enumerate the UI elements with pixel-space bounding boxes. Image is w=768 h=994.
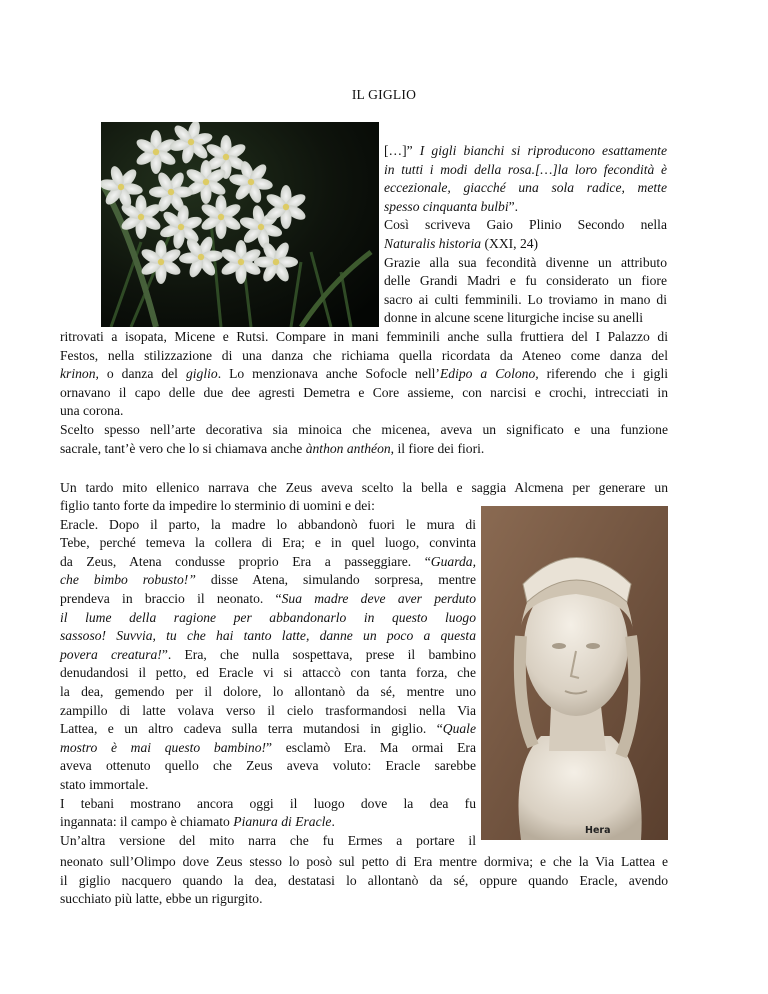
text-line: donne in alcune scene liturgiche incise su anelli xyxy=(384,310,644,326)
text-line: povera creatura!”. Era, che nulla sospettava, prese il bambino xyxy=(60,646,477,662)
text-line: Un tardo mito ellenico narrava che Zeus aveva scelto la bella e saggia Alcmena per generare un xyxy=(60,480,668,495)
paragraph-plinio-quote xyxy=(384,142,667,328)
text-line: Eracle. Dopo il parto, la madre lo abbandonò fuori le mura di xyxy=(60,516,476,532)
text-line: da Zeus, Atena condusse proprio Era a passeggiare. “Guarda, xyxy=(60,553,476,569)
text-line: figlio tanto forte da impedire lo sterminio di uomini e dei: xyxy=(60,498,375,513)
text-line: in tutti i modi della rosa.[…]la loro fecondità è xyxy=(384,161,667,177)
text-line: il lume della ragione per abbandonarlo in questo luogo xyxy=(60,609,476,625)
text-line: I tebani mostrano ancora oggi il luogo dove la dea fu xyxy=(60,795,476,811)
text-line: Tebe, perché temeva la collera di Era; e in quel luogo, convinta xyxy=(60,535,476,551)
text-line: la dea, gemendo per il dolore, lo allontanò da sé, mentre uno xyxy=(60,683,476,699)
text-line: Un’altra versione del mito narra che fu Ermes a portare il xyxy=(60,832,476,848)
text-line: Scelto spesso nell’arte decorativa sia minoica che micenea, aveva un significato e una funzione xyxy=(60,421,668,437)
text-line: ingannata: il campo è chiamato Pianura di Eracle. xyxy=(60,814,335,830)
hera-statue-image xyxy=(481,506,668,840)
text-line: neonato sull’Olimpo dove Zeus stesso lo posò sul petto di Era mentre dormiva; e che la Via Lattea e xyxy=(60,854,668,869)
white-lilies-image xyxy=(101,122,379,327)
text-line: […]” I gigli bianchi si riproducono esattamente xyxy=(384,143,667,158)
hera-bust-photo xyxy=(481,506,668,840)
paragraph-lily-history xyxy=(60,328,668,458)
text-line: eccezionale, giacché una sola radice, mette xyxy=(384,180,667,196)
text-line: sacrale, tant’è vero che lo si chiamava anche ànthon anthéon, il fiore dei fiori. xyxy=(60,440,485,456)
text-line: sassoso! Suvvia, tu che hai tanto latte, danne un poco a questa xyxy=(60,628,476,644)
text-line: Così scriveva Gaio Plinio Secondo nella xyxy=(384,217,667,233)
text-line: ornavano il capo delle due dee agresti Demetra e Core assieme, con narcisi e crochi, intrecciati in xyxy=(60,384,668,400)
text-line: Festos, nella stilizzazione di una danza che richiama quella ricordata da Ateneo come danza del xyxy=(60,347,668,363)
text-line: succhiato più latte, ebbe un rigurgito. xyxy=(60,891,263,907)
text-line: delle Grandi Madri e fu considerato un fiore xyxy=(384,273,667,289)
text-line: ritrovati a isopata, Micene e Rutsi. Compare in mani femminili anche sulla fruttiera del I Palazzo di xyxy=(60,329,668,344)
text-line: che bimbo robusto!” disse Atena, simulando sorpresa, mentre xyxy=(60,572,476,588)
text-line: Lattea, e un altro cadeva sulla terra mutandosi in giglio. “Quale xyxy=(60,721,476,737)
text-line: zampillo di latte volava verso il cielo trasformandosi nella Via xyxy=(60,702,476,718)
text-line: prendeva in braccio il neonato. “Sua madre deve aver perduto xyxy=(60,590,476,606)
text-line: stato immortale. xyxy=(60,776,149,792)
lily-photo xyxy=(101,122,379,327)
text-line: una corona. xyxy=(60,403,124,419)
text-line: spesso cinquanta bulbi”. xyxy=(384,198,519,214)
text-line: denudandosi il petto, ed Eracle vi si attaccò con tanta forza, che xyxy=(60,665,476,681)
text-line: krinon, o danza del giglio. Lo menzionava anche Sofocle nell’Edipo a Colono, riferendo che i gigli xyxy=(60,366,669,382)
paragraph-myth-intro xyxy=(60,479,668,498)
paragraph-myth-story xyxy=(60,497,476,850)
text-line: Naturalis historia (XXI, 24) xyxy=(384,235,539,251)
image-caption: Hera xyxy=(585,825,611,836)
paragraph-myth-version xyxy=(60,853,668,909)
text-line: sacro ai culti femminili. Lo troviamo in mano di xyxy=(384,291,667,307)
text-line: mostro è mai questo bambino!” esclamò Era. Ma ormai Era xyxy=(60,739,476,755)
text-line: il giglio nacquero quando la dea, destatasi lo allontanò da sé, oppure quando Eracle, avendo xyxy=(60,872,668,888)
page-title: IL GIGLIO xyxy=(351,87,417,102)
text-line: aveva ottenuto quello che Zeus aveva voluto: Eracle sarebbe xyxy=(60,758,476,774)
text-line: Grazie alla sua fecondità divenne un attributo xyxy=(384,254,667,270)
